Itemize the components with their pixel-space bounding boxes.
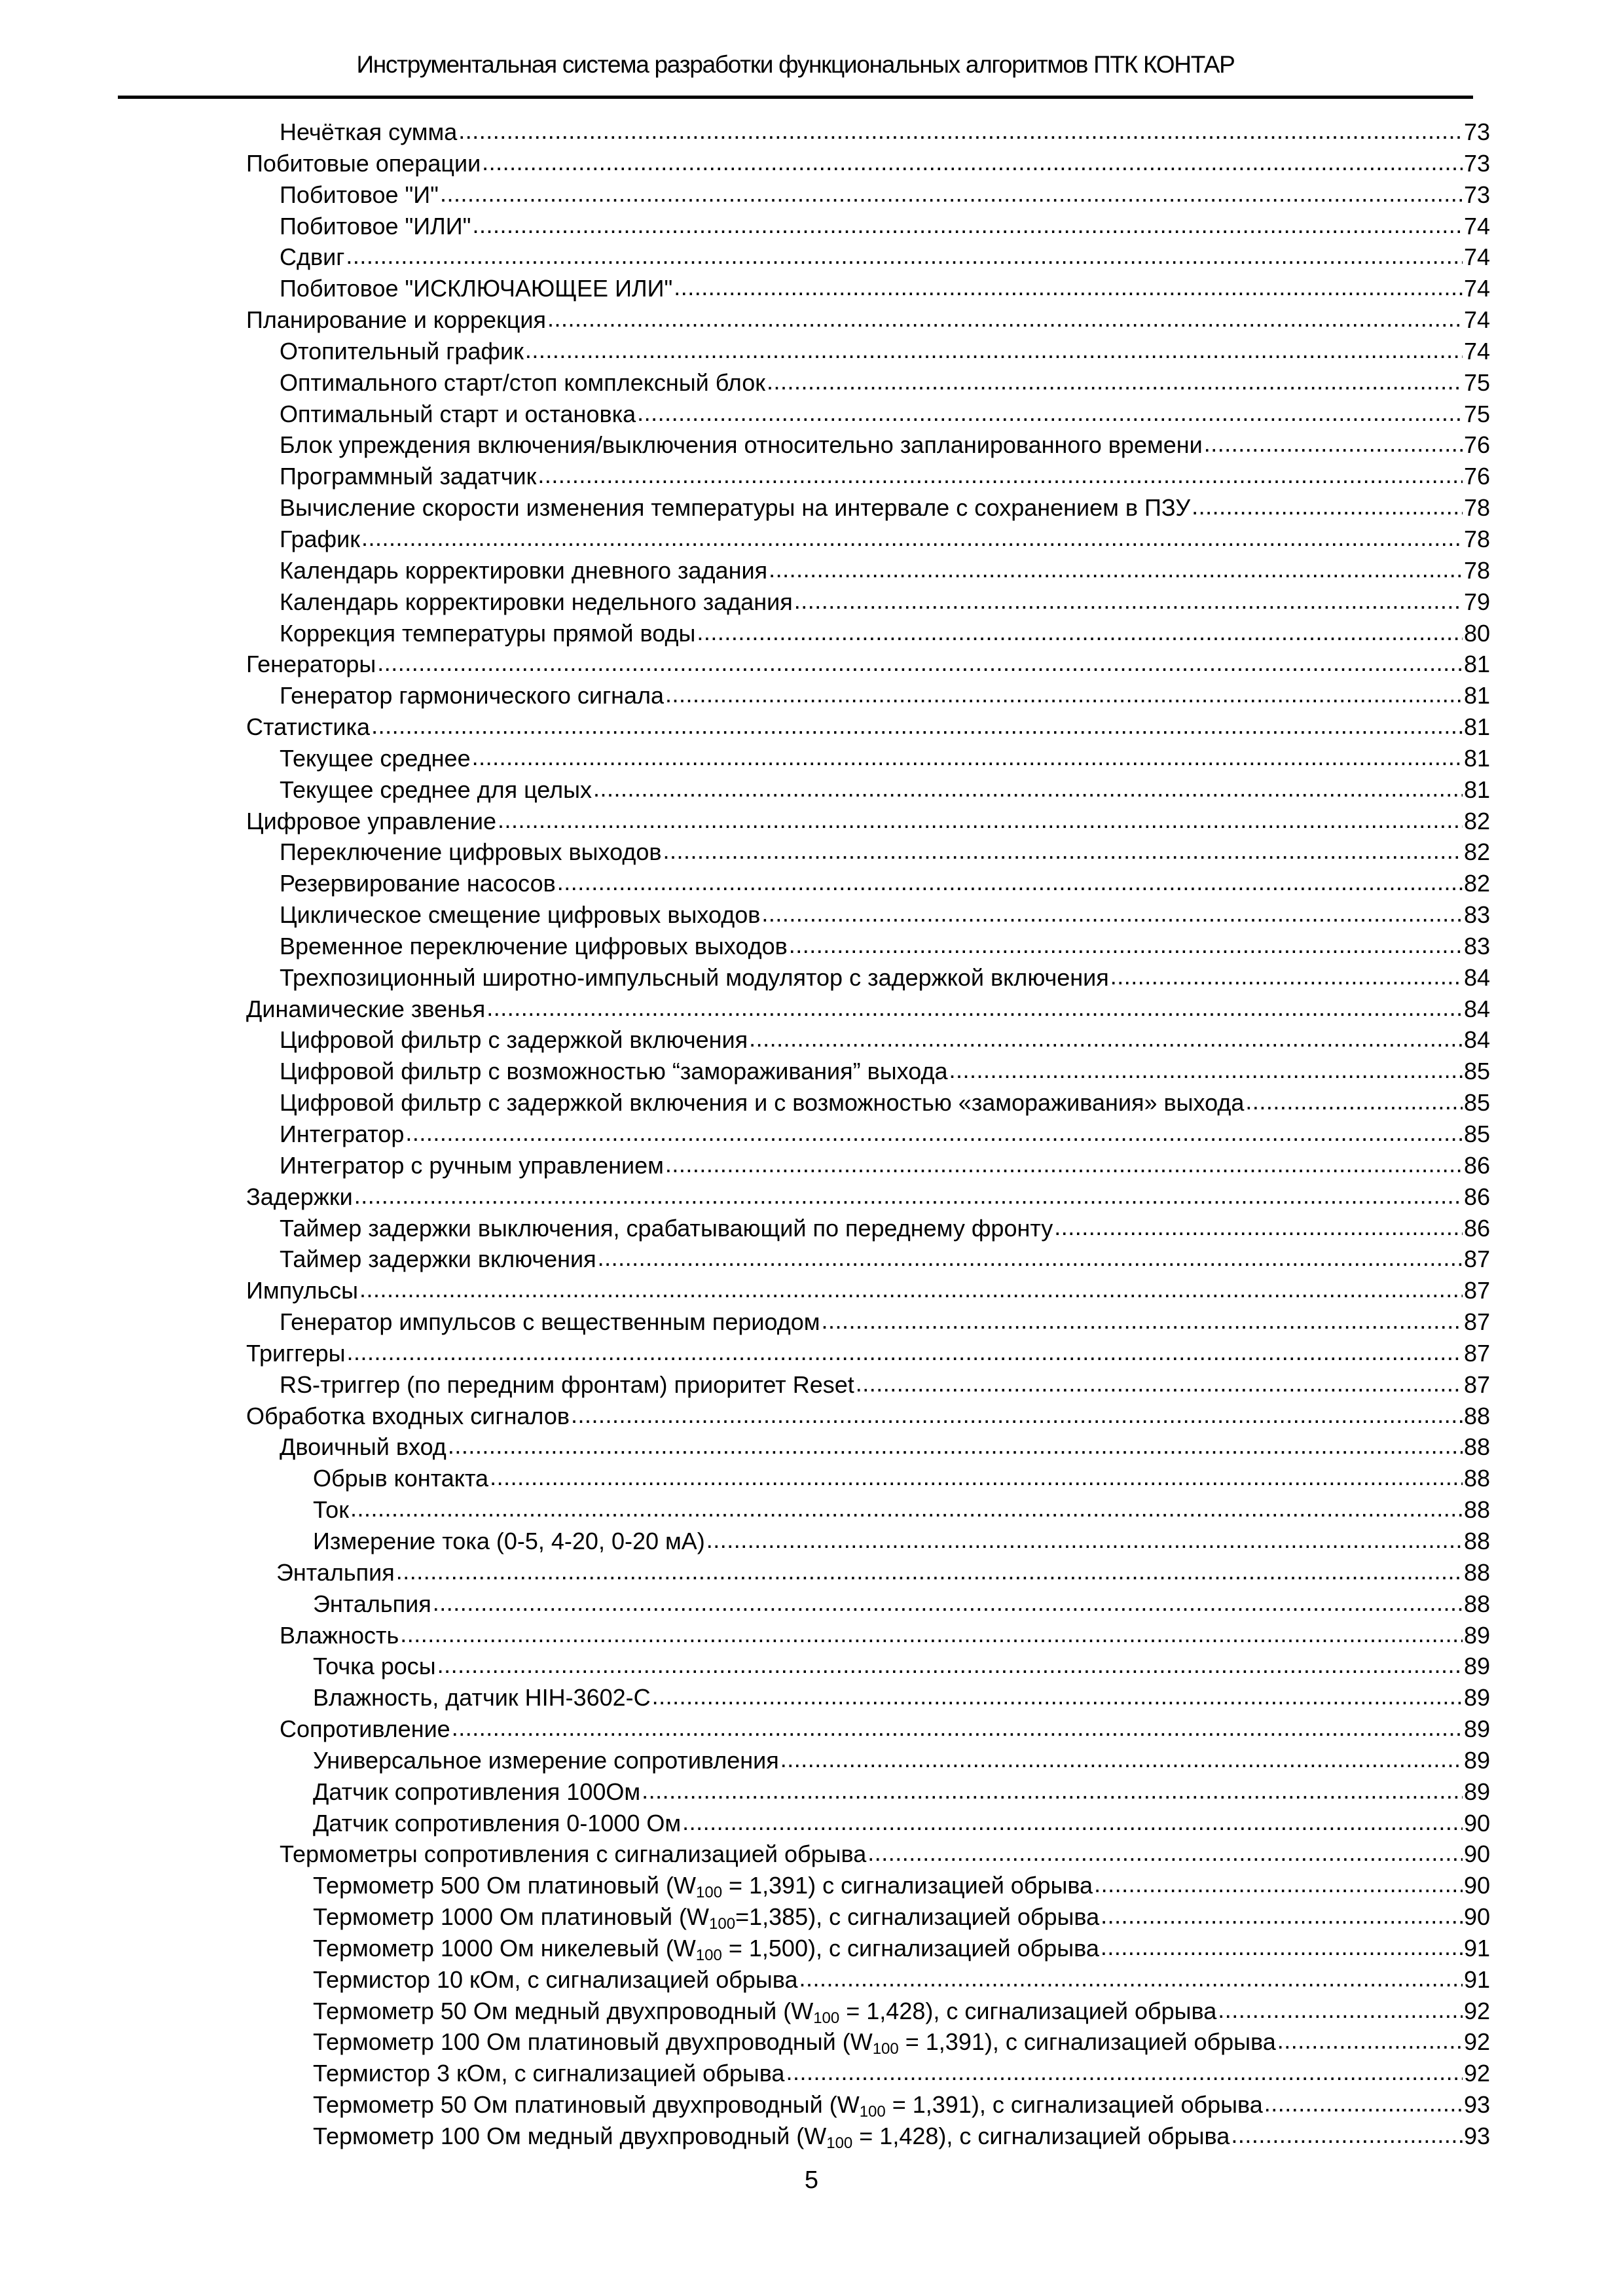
toc-entry-page: 81 bbox=[1463, 744, 1490, 772]
toc-entry[interactable] bbox=[246, 273, 1490, 304]
dot-leader bbox=[780, 1744, 1463, 1775]
toc-entry[interactable] bbox=[246, 2026, 1490, 2058]
toc-entry-title: Термистор 10 кОм, с сигнализацией обрыва bbox=[313, 1965, 798, 1993]
running-header: Инструментальная система разработки функциональных алгоритмов ПТК КОНТАР bbox=[356, 51, 1235, 78]
toc-entry-title: Оптимального старт/стоп комплексный блок bbox=[280, 368, 765, 396]
toc-entry-title-part: Термометр 50 Ом медный двухпроводный (W bbox=[313, 1997, 814, 2024]
toc-entry-page: 82 bbox=[1463, 870, 1490, 897]
toc-entry-page: 86 bbox=[1463, 1214, 1490, 1242]
dot-leader bbox=[350, 1493, 1463, 1524]
toc-entry-subscript: 100 bbox=[696, 1884, 723, 1902]
toc-entry-page: 81 bbox=[1463, 682, 1490, 709]
toc-entry-title-part: = 1,428), с сигнализацией обрыва bbox=[852, 2123, 1230, 2149]
toc-entry[interactable] bbox=[246, 1369, 1490, 1401]
dot-leader bbox=[482, 147, 1463, 178]
toc-entry[interactable] bbox=[246, 2121, 1490, 2152]
dot-leader bbox=[697, 617, 1463, 648]
toc-entry[interactable] bbox=[246, 1839, 1490, 1870]
toc-entry-page: 82 bbox=[1463, 807, 1490, 834]
toc-entry-page: 88 bbox=[1463, 1527, 1490, 1554]
toc-entry[interactable] bbox=[246, 1620, 1490, 1651]
toc-entry-page: 84 bbox=[1463, 963, 1490, 991]
toc-entry-title: Календарь корректировки дневного задания bbox=[280, 556, 768, 584]
toc-entry[interactable] bbox=[246, 148, 1490, 179]
toc-entry[interactable] bbox=[246, 117, 1490, 148]
dot-leader bbox=[1094, 1869, 1463, 1900]
toc-entry-page: 75 bbox=[1463, 368, 1490, 396]
dot-leader bbox=[346, 240, 1463, 272]
toc-entry[interactable] bbox=[246, 711, 1490, 743]
toc-entry-page: 74 bbox=[1463, 275, 1490, 302]
toc-entry[interactable] bbox=[246, 1181, 1490, 1213]
dot-leader bbox=[359, 1274, 1463, 1305]
toc-entry[interactable] bbox=[246, 743, 1490, 774]
dot-leader bbox=[598, 1242, 1463, 1274]
toc-entry-page: 81 bbox=[1463, 713, 1490, 741]
toc-entry-page: 78 bbox=[1463, 494, 1490, 522]
toc-entry-title: Статистика bbox=[246, 713, 371, 741]
dot-leader bbox=[706, 1524, 1463, 1556]
toc-entry[interactable] bbox=[246, 492, 1490, 524]
toc-entry-page: 88 bbox=[1463, 1433, 1490, 1461]
dot-leader bbox=[490, 1462, 1463, 1493]
toc-entry-title: Двоичный вход bbox=[280, 1433, 447, 1461]
toc-entry-page: 90 bbox=[1463, 1809, 1490, 1837]
toc-entry[interactable] bbox=[246, 1119, 1490, 1150]
toc-entry-page: 83 bbox=[1463, 901, 1490, 929]
dot-leader bbox=[448, 1430, 1463, 1462]
toc-entry-page: 83 bbox=[1463, 932, 1490, 960]
toc-entry[interactable] bbox=[246, 1463, 1490, 1494]
toc-entry-title: Таймер задержки включения bbox=[280, 1246, 596, 1273]
toc-entry-title: Вычисление скорости изменения температуры на интервале с сохранением в ПЗУ bbox=[280, 494, 1191, 522]
toc-entry[interactable] bbox=[246, 1651, 1490, 1682]
dot-leader bbox=[525, 334, 1463, 366]
toc-entry[interactable] bbox=[246, 1901, 1490, 1933]
dot-leader bbox=[1101, 1900, 1463, 1931]
toc-entry[interactable] bbox=[246, 1557, 1490, 1588]
toc-entry-title: Триггеры bbox=[246, 1339, 346, 1367]
toc-entry-title: Датчик сопротивления 100Ом bbox=[313, 1778, 641, 1805]
toc-entry-page: 75 bbox=[1463, 400, 1490, 427]
toc-entry-title: Сдвиг bbox=[280, 243, 345, 271]
dot-leader bbox=[361, 522, 1463, 554]
toc-entry-subscript: 100 bbox=[813, 2009, 840, 2027]
toc-entry-title: Коррекция температуры прямой воды bbox=[280, 619, 696, 647]
page-number: 5 bbox=[804, 2166, 819, 2194]
toc-entry[interactable] bbox=[246, 461, 1490, 492]
dot-leader bbox=[557, 867, 1463, 898]
toc-entry[interactable] bbox=[246, 336, 1490, 367]
dot-leader bbox=[486, 992, 1463, 1024]
toc-entry[interactable] bbox=[246, 994, 1490, 1025]
toc-entry-title: Текущее среднее для целых bbox=[280, 776, 593, 803]
toc-entry[interactable] bbox=[246, 1275, 1490, 1306]
toc-entry-subscript: 100 bbox=[695, 1946, 722, 1964]
toc-entry-title bbox=[313, 1870, 1093, 1901]
toc-entry[interactable] bbox=[246, 399, 1490, 430]
toc-entry-title: Циклическое смещение цифровых выходов bbox=[280, 901, 761, 929]
dot-leader bbox=[1101, 1931, 1463, 1963]
toc-entry-title: Резервирование насосов bbox=[280, 870, 556, 897]
toc-entry-page: 87 bbox=[1463, 1246, 1490, 1273]
toc-entry-page: 88 bbox=[1463, 1496, 1490, 1524]
toc-entry-title: Измерение тока (0-5, 4-20, 0-20 мА) bbox=[313, 1527, 705, 1554]
toc-entry-title-part: = 1,391), с сигнализацией обрыва bbox=[885, 2091, 1263, 2119]
toc-entry[interactable] bbox=[246, 1056, 1490, 1087]
toc-entry-page: 89 bbox=[1463, 1746, 1490, 1774]
dot-leader bbox=[354, 1180, 1463, 1211]
toc-entry-title: Влажность, датчик HIH-3602-C bbox=[313, 1684, 651, 1712]
toc-entry-page: 76 bbox=[1463, 463, 1490, 490]
toc-entry-subscript: 100 bbox=[826, 2134, 853, 2152]
dot-leader bbox=[652, 1681, 1463, 1712]
toc-entry-title: Термистор 3 кОм, с сигнализацией обрыва bbox=[313, 2060, 785, 2087]
toc-entry-title: Интегратор bbox=[280, 1121, 405, 1147]
toc-entry-title: Обрыв контакта bbox=[313, 1465, 489, 1492]
toc-entry-title: Текущее среднее bbox=[280, 744, 471, 772]
toc-entry-title: RS-триггер (по передним фронтам) приоритет Reset bbox=[280, 1371, 854, 1398]
toc-entry-page: 87 bbox=[1463, 1371, 1490, 1398]
toc-entry[interactable] bbox=[246, 1024, 1490, 1056]
toc-entry-page: 78 bbox=[1463, 525, 1490, 552]
dot-leader bbox=[472, 742, 1463, 773]
toc-entry[interactable] bbox=[246, 367, 1490, 399]
toc-entry-title: Генератор гармонического сигнала bbox=[280, 682, 665, 709]
dot-leader bbox=[593, 773, 1463, 804]
dot-leader bbox=[1277, 2025, 1463, 2056]
toc-entry[interactable] bbox=[246, 899, 1490, 931]
toc-entry-title: Побитовое "ИЛИ" bbox=[280, 212, 471, 240]
dot-leader bbox=[371, 710, 1463, 742]
toc-entry[interactable] bbox=[246, 1087, 1490, 1119]
dot-leader bbox=[437, 1649, 1463, 1681]
toc-entry-page: 89 bbox=[1463, 1621, 1490, 1649]
dot-leader bbox=[472, 209, 1463, 241]
dot-leader bbox=[822, 1305, 1463, 1336]
toc-entry-page: 87 bbox=[1463, 1277, 1490, 1304]
toc-entry-page: 89 bbox=[1463, 1684, 1490, 1712]
dot-leader bbox=[1110, 961, 1463, 992]
toc-entry[interactable] bbox=[246, 242, 1490, 273]
dot-leader bbox=[1218, 1994, 1463, 2026]
dot-leader bbox=[538, 459, 1463, 491]
dot-leader bbox=[674, 272, 1463, 303]
dot-leader bbox=[749, 1023, 1463, 1054]
toc-entry-title-part: Термометр 500 Ом платиновый (W bbox=[313, 1872, 696, 1899]
toc-entry-page: 92 bbox=[1463, 1997, 1490, 2024]
toc-entry-title: Задержки bbox=[246, 1183, 353, 1210]
dot-leader bbox=[789, 929, 1463, 961]
dot-leader bbox=[396, 1556, 1463, 1587]
toc-entry-page: 90 bbox=[1463, 1872, 1490, 1899]
toc-entry-title: Таймер задержки выключения, срабатывающий по переднему фронту bbox=[280, 1214, 1053, 1242]
toc-entry-title-part: = 1,500), с сигнализацией обрыва bbox=[721, 1934, 1099, 1962]
toc-entry-page: 93 bbox=[1463, 2091, 1490, 2119]
toc-entry[interactable] bbox=[246, 1401, 1490, 1432]
toc-entry-title bbox=[313, 2026, 1276, 2058]
dot-leader bbox=[642, 1775, 1463, 1806]
dot-leader bbox=[458, 115, 1463, 147]
toc-entry[interactable] bbox=[246, 931, 1490, 962]
toc-entry-title: Цифровой фильтр с задержкой включения и с возможностью «замораживания» выхода bbox=[280, 1089, 1245, 1117]
dot-leader bbox=[1204, 428, 1463, 459]
toc-entry-title: Планирование и коррекция bbox=[246, 306, 547, 334]
toc-entry-title: Обработка входных сигналов bbox=[246, 1402, 570, 1429]
toc-entry[interactable] bbox=[246, 1933, 1490, 1964]
toc-entry-page: 90 bbox=[1463, 1903, 1490, 1931]
dot-leader bbox=[637, 397, 1463, 429]
toc-entry[interactable] bbox=[246, 649, 1490, 680]
toc-entry-page: 87 bbox=[1463, 1339, 1490, 1367]
toc-entry[interactable] bbox=[246, 1870, 1490, 1901]
dot-leader bbox=[498, 804, 1463, 836]
dot-leader bbox=[786, 2056, 1462, 2088]
toc-entry[interactable] bbox=[246, 1306, 1490, 1338]
toc-entry-page: 82 bbox=[1463, 838, 1490, 866]
dot-leader bbox=[799, 1963, 1462, 1994]
toc-entry[interactable] bbox=[246, 586, 1490, 618]
toc-entry-subscript: 100 bbox=[872, 2040, 899, 2058]
toc-entry-page: 89 bbox=[1463, 1778, 1490, 1805]
dot-leader bbox=[767, 366, 1463, 397]
toc-entry-page: 79 bbox=[1463, 588, 1490, 615]
toc-entry[interactable] bbox=[246, 1244, 1490, 1275]
toc-entry-title: Цифровой фильтр с возможностью “замораживания” выхода bbox=[280, 1058, 948, 1085]
toc-entry-page: 73 bbox=[1463, 181, 1490, 208]
toc-entry-title-part: Термометр 100 Ом медный двухпроводный (W bbox=[313, 2123, 827, 2149]
toc-entry-page: 84 bbox=[1463, 995, 1490, 1022]
dot-leader bbox=[856, 1368, 1463, 1399]
dot-leader bbox=[433, 1587, 1463, 1619]
toc-entry-title-part: = 1,391) с сигнализацией обрыва bbox=[722, 1872, 1093, 1899]
toc-entry-title: Цифровое управление bbox=[246, 807, 497, 834]
toc-entry[interactable] bbox=[246, 868, 1490, 899]
dot-leader bbox=[547, 303, 1463, 334]
toc-entry[interactable] bbox=[246, 1682, 1490, 1713]
toc-entry-title bbox=[313, 1933, 1099, 1964]
table-of-contents bbox=[246, 117, 1490, 2152]
toc-entry-page: 89 bbox=[1463, 1715, 1490, 1743]
toc-entry-page: 73 bbox=[1463, 149, 1490, 177]
toc-entry-page: 90 bbox=[1463, 1840, 1490, 1868]
toc-entry-title: Влажность bbox=[280, 1621, 399, 1649]
toc-entry[interactable] bbox=[246, 524, 1490, 555]
toc-entry[interactable] bbox=[246, 211, 1490, 242]
toc-entry-title: Побитовое "ИСКЛЮЧАЮЩЕЕ ИЛИ" bbox=[280, 275, 673, 302]
toc-entry-page: 85 bbox=[1463, 1089, 1490, 1117]
dot-leader bbox=[682, 1806, 1463, 1838]
dot-leader bbox=[769, 554, 1463, 585]
toc-entry[interactable] bbox=[246, 1713, 1490, 1745]
toc-entry-page: 88 bbox=[1463, 1465, 1490, 1492]
toc-entry-title-part: =1,385), с сигнализацией обрыва bbox=[735, 1903, 1100, 1931]
toc-entry-page: 85 bbox=[1463, 1058, 1490, 1085]
toc-entry-page: 74 bbox=[1463, 337, 1490, 365]
toc-entry[interactable] bbox=[246, 836, 1490, 868]
dot-leader bbox=[665, 1149, 1463, 1180]
toc-entry-title bbox=[313, 2121, 1230, 2152]
toc-entry-page: 88 bbox=[1463, 1558, 1490, 1586]
header-rule bbox=[118, 96, 1473, 99]
toc-entry[interactable] bbox=[246, 1808, 1490, 1839]
toc-entry-subscript: 100 bbox=[859, 2103, 886, 2121]
toc-entry-title: Побитовые операции bbox=[246, 149, 481, 177]
toc-entry-title: Программный задатчик bbox=[280, 463, 537, 490]
dot-leader bbox=[949, 1054, 1462, 1086]
toc-entry[interactable] bbox=[246, 618, 1490, 649]
dot-leader bbox=[1054, 1211, 1463, 1243]
toc-entry-title-part: = 1,391), с сигнализацией обрыва bbox=[898, 2028, 1276, 2056]
toc-entry[interactable] bbox=[246, 555, 1490, 586]
toc-entry-title: Термометры сопротивления с сигнализацией обрыва bbox=[280, 1840, 867, 1868]
toc-entry-page: 88 bbox=[1463, 1590, 1490, 1617]
toc-entry[interactable] bbox=[246, 774, 1490, 806]
toc-entry[interactable] bbox=[246, 806, 1490, 837]
toc-entry[interactable] bbox=[246, 1431, 1490, 1463]
dot-leader bbox=[571, 1399, 1463, 1431]
toc-entry[interactable] bbox=[246, 1745, 1490, 1776]
toc-entry-title-part: Термометр 100 Ом платиновый двухпроводный (W bbox=[313, 2028, 873, 2056]
toc-entry-page: 85 bbox=[1463, 1121, 1490, 1147]
toc-entry-title: График bbox=[280, 525, 360, 552]
toc-entry-title: Побитовое "И" bbox=[280, 181, 439, 208]
dot-leader bbox=[1231, 2119, 1463, 2151]
toc-entry-subscript: 100 bbox=[709, 1915, 736, 1933]
toc-entry-title-part: Термометр 1000 Ом платиновый (W bbox=[313, 1903, 710, 1931]
toc-entry[interactable] bbox=[246, 1338, 1490, 1369]
toc-entry[interactable] bbox=[246, 304, 1490, 336]
dot-leader bbox=[663, 835, 1462, 867]
toc-entry-page: 73 bbox=[1463, 118, 1490, 145]
toc-entry[interactable] bbox=[246, 1776, 1490, 1808]
toc-entry-title: Блок упреждения включения/выключения относительно запланированного времени bbox=[280, 431, 1203, 459]
dot-leader bbox=[665, 679, 1463, 710]
toc-entry-title: Интегратор с ручным управлением bbox=[280, 1151, 664, 1179]
toc-entry[interactable] bbox=[246, 1996, 1490, 2027]
toc-entry[interactable] bbox=[246, 1588, 1490, 1620]
toc-entry-page: 84 bbox=[1463, 1026, 1490, 1054]
toc-entry-page: 81 bbox=[1463, 776, 1490, 803]
toc-entry-title bbox=[313, 1996, 1216, 2027]
toc-entry-title: Оптимальный старт и остановка bbox=[280, 400, 636, 427]
toc-entry[interactable] bbox=[246, 179, 1490, 211]
toc-entry-page: 87 bbox=[1463, 1308, 1490, 1336]
dot-leader bbox=[1264, 2088, 1463, 2119]
toc-entry-title bbox=[313, 1901, 1099, 1933]
toc-entry-title: Импульсы bbox=[246, 1277, 358, 1304]
toc-entry-title: Энтальпия bbox=[276, 1558, 395, 1586]
toc-entry-title: Энтальпия bbox=[313, 1590, 431, 1617]
toc-entry-title: Динамические звенья bbox=[246, 995, 486, 1022]
toc-entry-title: Генератор импульсов с вещественным периодом bbox=[280, 1308, 820, 1336]
dot-leader bbox=[377, 647, 1463, 679]
toc-entry-title-part: = 1,428), с сигнализацией обрыва bbox=[839, 1997, 1217, 2024]
toc-entry-title: Универсальное измерение сопротивления bbox=[313, 1746, 779, 1774]
toc-entry-title: Точка росы bbox=[313, 1653, 436, 1680]
toc-entry-title: Ток bbox=[313, 1496, 349, 1524]
toc-entry-page: 74 bbox=[1463, 243, 1490, 271]
toc-entry-page: 74 bbox=[1463, 212, 1490, 240]
toc-entry-page: 81 bbox=[1463, 651, 1490, 678]
toc-entry-page: 78 bbox=[1463, 556, 1490, 584]
dot-leader bbox=[761, 898, 1463, 929]
toc-entry-title: Нечёткая сумма bbox=[280, 118, 458, 145]
toc-entry-title: Датчик сопротивления 0-1000 Ом bbox=[313, 1809, 682, 1837]
toc-entry[interactable] bbox=[246, 429, 1490, 461]
toc-entry-title: Отопительный график bbox=[280, 337, 524, 365]
toc-entry[interactable] bbox=[246, 1964, 1490, 1996]
dot-leader bbox=[867, 1837, 1463, 1869]
toc-entry-page: 76 bbox=[1463, 431, 1490, 459]
toc-entry-page: 92 bbox=[1463, 2060, 1490, 2087]
dot-leader bbox=[440, 178, 1463, 209]
dot-leader bbox=[347, 1336, 1463, 1368]
dot-leader bbox=[1192, 491, 1463, 522]
toc-entry-page: 89 bbox=[1463, 1653, 1490, 1680]
toc-entry-title: Сопротивление bbox=[280, 1715, 450, 1743]
dot-leader bbox=[400, 1619, 1463, 1650]
toc-entry[interactable] bbox=[246, 1150, 1490, 1181]
toc-entry[interactable] bbox=[246, 2089, 1490, 2121]
dot-leader bbox=[794, 585, 1463, 617]
toc-entry[interactable] bbox=[246, 2058, 1490, 2089]
toc-entry[interactable] bbox=[246, 680, 1490, 711]
toc-entry-page: 86 bbox=[1463, 1151, 1490, 1179]
toc-entry-page: 91 bbox=[1463, 1934, 1490, 1962]
toc-entry-page: 88 bbox=[1463, 1402, 1490, 1429]
toc-entry-title: Переключение цифровых выходов bbox=[280, 838, 662, 866]
toc-entry[interactable] bbox=[246, 1494, 1490, 1526]
dot-leader bbox=[405, 1117, 1463, 1149]
toc-entry-page: 80 bbox=[1463, 619, 1490, 647]
toc-entry-title: Цифровой фильтр с задержкой включения bbox=[280, 1026, 748, 1054]
toc-entry[interactable] bbox=[246, 962, 1490, 994]
toc-entry-title: Календарь корректировки недельного задания bbox=[280, 588, 793, 615]
toc-entry-title: Генераторы bbox=[246, 651, 376, 678]
toc-entry-title bbox=[313, 2089, 1263, 2121]
toc-entry-title: Временное переключение цифровых выходов bbox=[280, 932, 788, 960]
dot-leader bbox=[452, 1712, 1463, 1744]
toc-entry-title-part: Термометр 50 Ом платиновый двухпроводный (W bbox=[313, 2091, 860, 2119]
toc-entry-page: 93 bbox=[1463, 2123, 1490, 2149]
dot-leader bbox=[1245, 1086, 1463, 1117]
toc-entry[interactable] bbox=[246, 1213, 1490, 1244]
toc-entry-title-part: Термометр 1000 Ом никелевый (W bbox=[313, 1934, 696, 1962]
toc-entry-page: 92 bbox=[1463, 2028, 1490, 2056]
toc-entry-page: 74 bbox=[1463, 306, 1490, 334]
toc-entry[interactable] bbox=[246, 1526, 1490, 1557]
toc-entry-title: Трехпозиционный широтно-импульсный модулятор с задержкой включения bbox=[280, 963, 1109, 991]
toc-entry-page: 91 bbox=[1463, 1965, 1490, 1993]
toc-entry-page: 86 bbox=[1463, 1183, 1490, 1210]
